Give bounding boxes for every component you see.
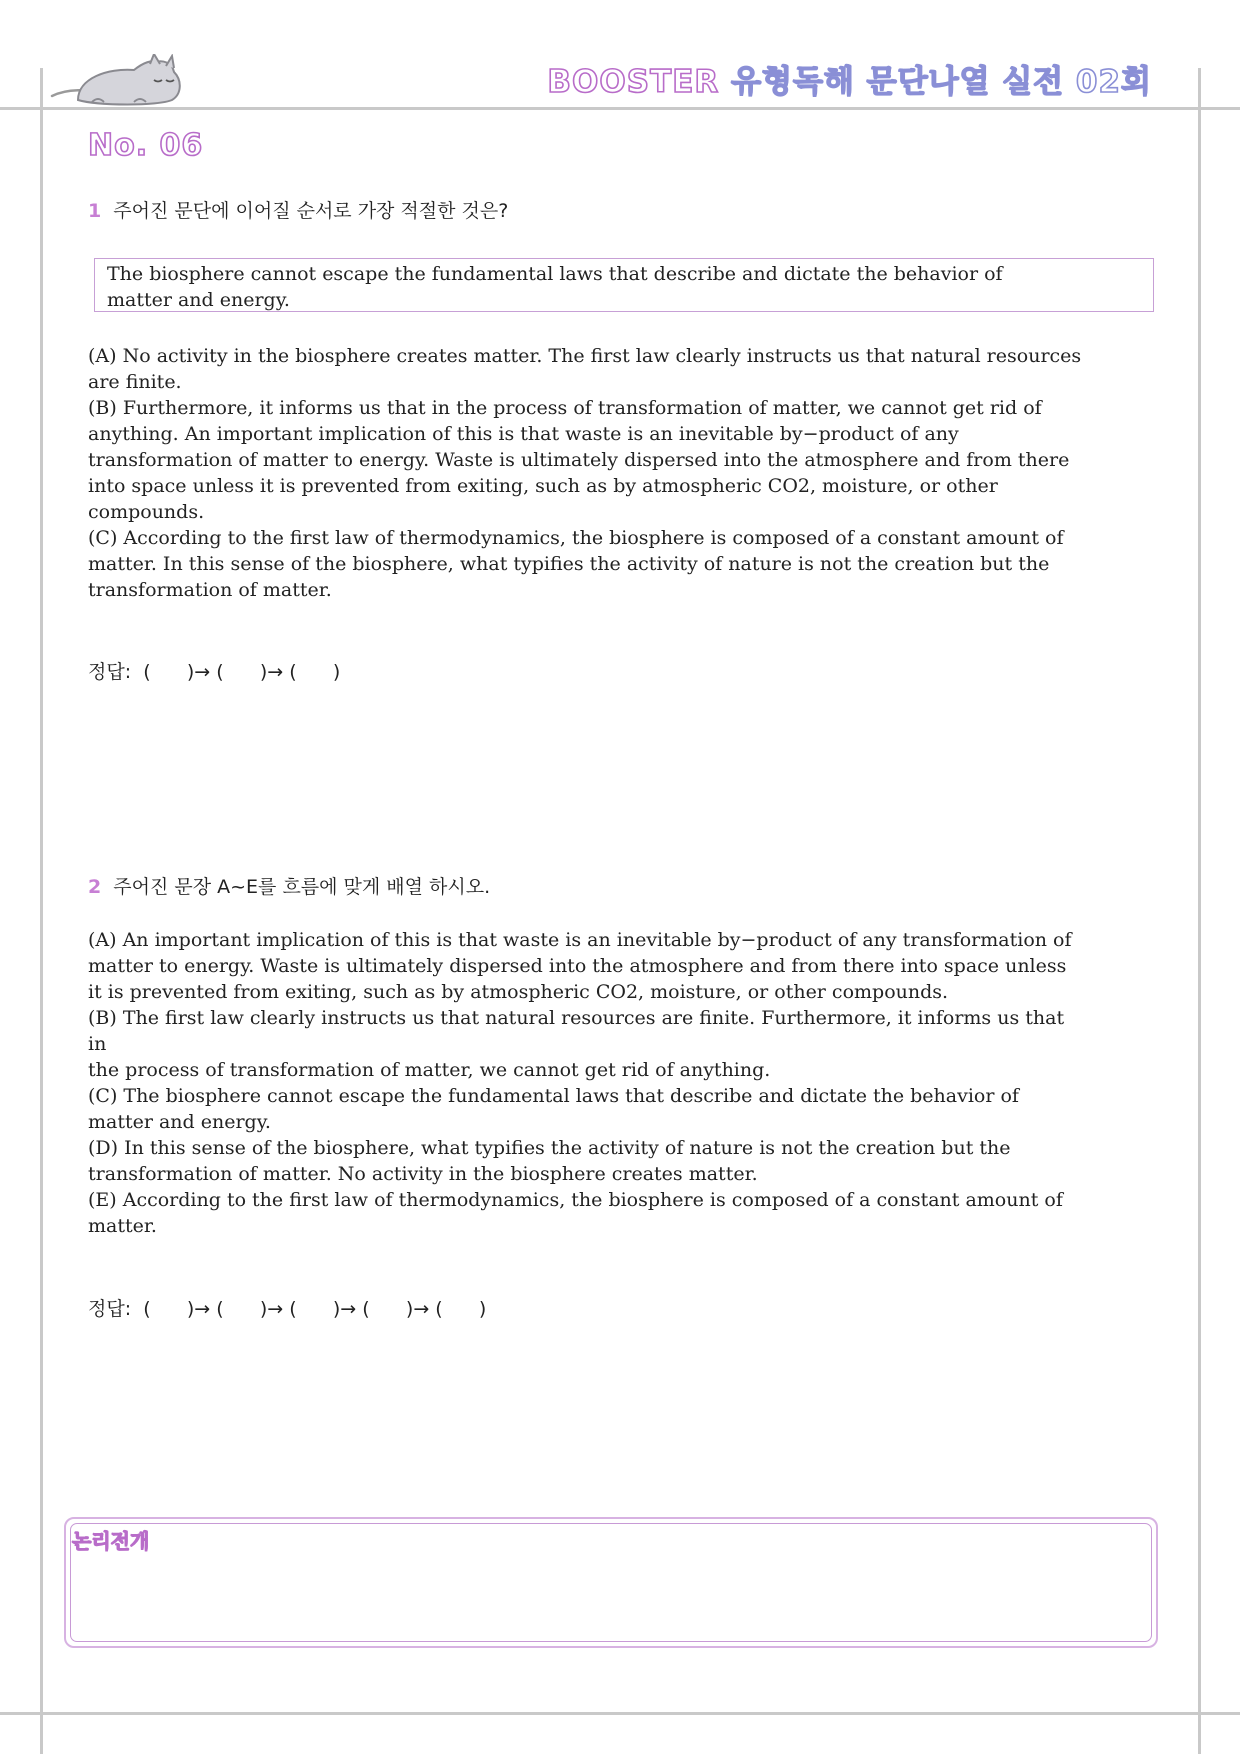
question-1-answer-blanks[interactable]: 정답: ( )→ ( )→ ( ) [88,661,341,683]
question-2-text: 주어진 문장 A~E를 흐름에 맞게 배열 하시오. [113,876,491,898]
given-line: The biosphere cannot escape the fundamental laws that describe and dictate the behavior of [107,263,1003,285]
passage-line: transformation of matter. No activity in the biosphere creates matter. [88,1163,758,1185]
question-1-prompt [88,196,508,223]
passage-line: transformation of matter. [88,579,332,601]
question-2-passage [88,927,1158,1239]
sleeping-cat-icon [48,54,184,110]
passage-line: (A) No activity in the biosphere creates matter. The first law clearly instructs us that natural resources [88,345,1082,367]
problem-number: No. 06 [88,128,204,163]
note-box-title: 논리전개 [72,1529,150,1553]
logic-flow-note-box[interactable] [64,1517,1158,1648]
passage-line: matter. In this sense of the biosphere, what typifies the activity of nature is not the creation but the [88,553,1050,575]
frame-bottom-line [0,1712,1240,1715]
question-1-passage [88,343,1158,603]
passage-line: the process of transformation of matter, we cannot get rid of anything. [88,1059,771,1081]
passage-line: compounds. [88,501,205,523]
workbook-header-title [547,56,1152,101]
passage-line: are finite. [88,371,182,393]
passage-line: (A) An important implication of this is that waste is an inevitable by−product of any transformation of [88,929,1072,951]
given-line: matter and energy. [107,289,290,311]
question-1-number: 1 [88,200,102,222]
question-2-prompt [88,872,490,899]
passage-line: anything. An important implication of this is that waste is an inevitable by−product of any [88,423,959,445]
frame-right-line [1198,68,1201,1754]
header-title-en: BOOSTER [547,64,720,100]
passage-line: matter and energy. [88,1111,271,1133]
passage-line: (B) Furthermore, it informs us that in the process of transformation of matter, we cannot get rid of [88,397,1042,419]
question-1-text: 주어진 문단에 이어질 순서로 가장 적절한 것은? [113,200,509,222]
passage-line: (B) The first law clearly instructs us that natural resources are finite. Furthermore, it informs us that [88,1007,1065,1029]
question-2-answer-blanks[interactable]: 정답: ( )→ ( )→ ( )→ ( )→ ( ) [88,1298,487,1320]
passage-line: in [88,1033,107,1055]
question-2-number: 2 [88,876,102,898]
frame-top-line [0,107,1240,110]
passage-line: (C) The biosphere cannot escape the fundamental laws that describe and dictate the behavior of [88,1085,1019,1107]
header-title-ko: 유형독해 문단나열 실전 02회 [731,64,1152,100]
passage-line: (E) According to the first law of thermodynamics, the biosphere is composed of a constant amount of [88,1189,1063,1211]
note-box-inner-border [70,1523,1152,1642]
passage-line: matter. [88,1215,157,1237]
passage-line: transformation of matter to energy. Waste is ultimately dispersed into the atmosphere and from there [88,449,1070,471]
passage-line: into space unless it is prevented from exiting, such as by atmospheric CO2, moisture, or other [88,475,998,497]
given-paragraph-box [94,258,1154,312]
passage-line: (C) According to the first law of thermodynamics, the biosphere is composed of a constant amount of [88,527,1064,549]
frame-left-line [40,68,43,1754]
passage-line: matter to energy. Waste is ultimately dispersed into the atmosphere and from there into space unless [88,955,1067,977]
passage-line: it is prevented from exiting, such as by atmospheric CO2, moisture, or other compounds. [88,981,949,1003]
passage-line: (D) In this sense of the biosphere, what typifies the activity of nature is not the creation but the [88,1137,1011,1159]
